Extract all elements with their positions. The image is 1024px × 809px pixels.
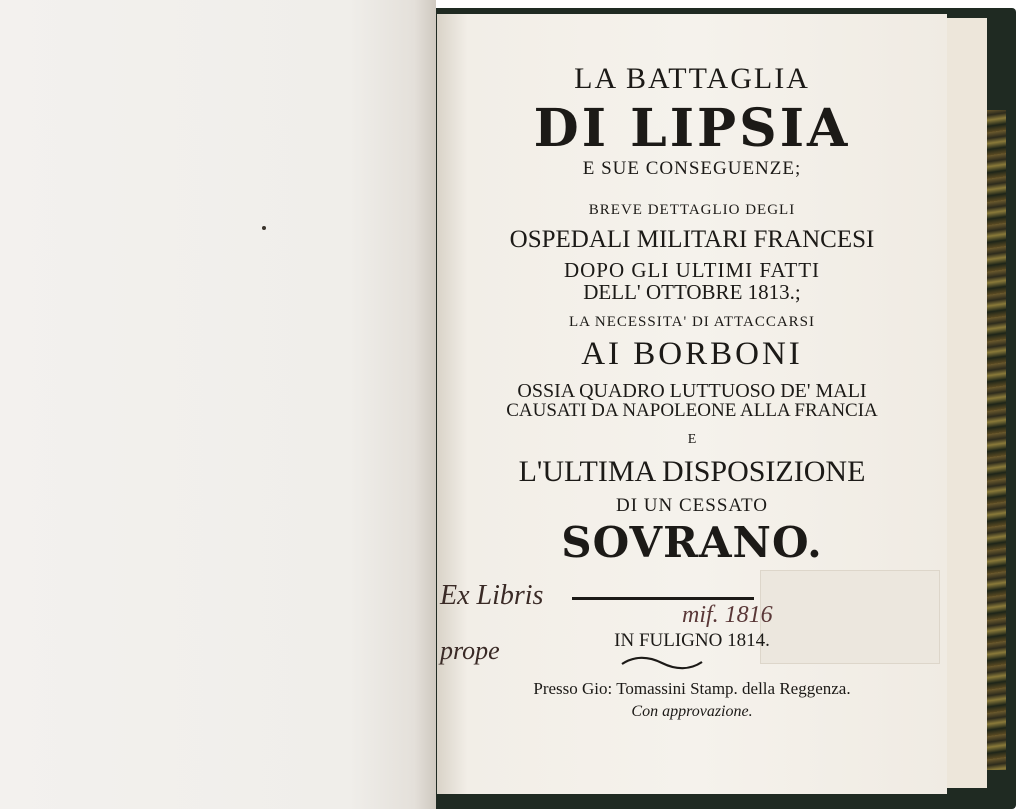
paper-spot — [262, 226, 266, 230]
page-stack-edge — [942, 18, 987, 788]
divider-rule — [572, 597, 754, 600]
title-line-8: LA NECESSITA' DI ATTACCARSI — [568, 314, 816, 330]
title-line-1: LA BATTAGLIA — [574, 62, 810, 95]
imprint-approval: Con approvazione. — [631, 703, 753, 720]
title-line-5: OSPEDALI MILITARI FRANCESI — [509, 226, 875, 253]
handwritten-prope: prope — [440, 636, 500, 665]
handwritten-note: mif. 1816 — [682, 602, 773, 628]
imprint-printer: Presso Gio: Tomassini Stamp. della Reggenza. — [533, 679, 851, 698]
title-line-7: DELL' OTTOBRE 1813.; — [583, 280, 801, 304]
title-line-9: AI BORBONI — [581, 336, 803, 372]
title-line-4: BREVE DETTAGLIO DEGLI — [588, 202, 796, 218]
title-line-3: E SUE CONSEGUENZE; — [582, 158, 802, 179]
title-line-10: OSSIA QUADRO LUTTUOSO DE' MALI — [517, 380, 867, 402]
title-line-13: L'ULTIMA DISPOSIZIONE — [518, 455, 866, 488]
title-line-2: DI LIPSIA — [533, 98, 851, 159]
title-line-11: CAUSATI DA NAPOLEONE ALLA FRANCIA — [506, 400, 878, 421]
title-line-12: E — [687, 432, 697, 447]
imprint-place: IN FULIGNO 1814. — [614, 630, 770, 651]
handwritten-ex-libris: Ex Libris — [440, 580, 544, 611]
title-line-15: SOVRANO. — [561, 518, 823, 567]
title-line-6: DOPO GLI ULTIMI FATTI — [563, 258, 821, 282]
ornament-flourish-icon — [620, 656, 704, 670]
left-blank-page — [0, 0, 436, 809]
title-line-14: DI UN CESSATO — [615, 495, 768, 516]
